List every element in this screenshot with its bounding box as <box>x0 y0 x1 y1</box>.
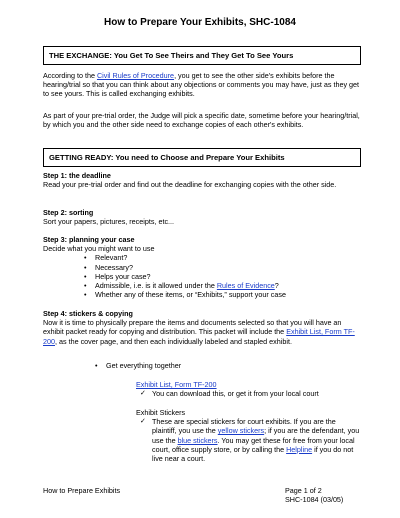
exhibit-list-item: Exhibit List, Form TF-200 ✓ You can download this, or get it from your local court <box>136 380 361 398</box>
page-title: How to Prepare Your Exhibits, SHC-1084 <box>104 17 296 28</box>
exhibit-stickers-item: Exhibit Stickers ✓ These are special stickers for court exhibits. If you are the plaintiff, you use the yellow stickers; if you are the defendant, you use the blue stickers. You may get these for free from your local court, office supply store, or by calling the Helpline if you do not live near a court. <box>136 408 360 464</box>
exchange-paragraph-2: As part of your pre-trial order, the Judge will pick a specific date, sometime before your hearing/trial, by which you and the other side need to exchange copies of each other's exhibits. <box>43 111 360 130</box>
checkmark-icon: ✓ <box>140 418 146 426</box>
step-3-intro: Decide what you might want to use <box>43 244 155 254</box>
list-item: • Helps your case? <box>84 271 151 281</box>
step-3 <box>43 235 361 299</box>
page-number: Page 1 of 2 <box>285 486 322 495</box>
helpline-link[interactable]: Helpline <box>286 444 313 454</box>
step-4-title: Step 4: stickers & copying <box>43 309 133 318</box>
list-item: • Whether any of these items, or “Exhibits,” support your case <box>84 290 286 300</box>
bullet-icon: • <box>95 361 98 370</box>
step-3-bullet-list <box>84 253 361 300</box>
bullet-icon: • <box>84 271 87 281</box>
civil-rules-link[interactable]: Civil Rules of Procedure <box>96 71 175 80</box>
blue-stickers-link[interactable]: blue stickers <box>177 435 218 445</box>
step-2 <box>43 208 361 226</box>
footer-left: How to Prepare Exhibits <box>43 486 121 495</box>
bullet-icon: • <box>84 281 87 291</box>
checkmark-icon: ✓ <box>140 390 146 398</box>
step-1-title: Step 1: the deadline <box>43 171 111 180</box>
list-item: • Relevant? <box>84 253 128 263</box>
exchange-heading: THE EXCHANGE: You Get To See Theirs and They Get To See Yours <box>43 46 361 65</box>
step-1-text: Read your pre-trial order and find out the deadline for exchanging copies with the other side. <box>43 180 337 190</box>
exchange-paragraph-1: According to the Civil Rules of Procedure, you get to see the other side's exhibits before the hearing/trial so that you can think about any objections or comments you may have, just as they get to see yours. This is called exchanging exhibits. <box>43 71 360 99</box>
step-4-text: Now it is time to physically prepare the items and documents selected so that you will have an exhibit packet ready for copying and distribution. This packet will include the Exhibit List, Form TF-200, as the cover page, and then each individually labeled and stapled exhibit. <box>43 318 355 346</box>
step-3-title: Step 3: planning your case <box>43 235 135 244</box>
getting-ready-heading: GETTING READY: You need to Choose and Prepare Your Exhibits <box>43 148 361 167</box>
rules-of-evidence-link[interactable]: Rules of Evidence <box>216 281 275 291</box>
yellow-stickers-link[interactable]: yellow stickers <box>217 426 265 436</box>
list-item: • Necessary? <box>84 262 133 272</box>
step-1 <box>43 171 361 189</box>
step-2-title: Step 2: sorting <box>43 208 94 217</box>
step-2-text: Sort your papers, pictures, receipts, etc... <box>43 217 175 227</box>
bullet-icon: • <box>84 262 87 272</box>
footer-right <box>285 486 343 504</box>
list-item: • Admissible, i.e. is it allowed under the Rules of Evidence? <box>84 281 279 291</box>
stickers-title: Exhibit Stickers <box>136 408 186 417</box>
bullet-icon: • <box>84 253 87 263</box>
bullet-icon: • <box>84 290 87 300</box>
exhibit-list-link[interactable]: Exhibit List, Form TF-200 <box>136 380 217 389</box>
exhibit-list-form-link[interactable]: Exhibit List, Form TF-200 <box>43 327 355 346</box>
form-code: SHC-1084 (03/05) <box>285 495 344 504</box>
step-4 <box>43 309 361 346</box>
gather-bullet: • Get everything together <box>95 361 182 370</box>
